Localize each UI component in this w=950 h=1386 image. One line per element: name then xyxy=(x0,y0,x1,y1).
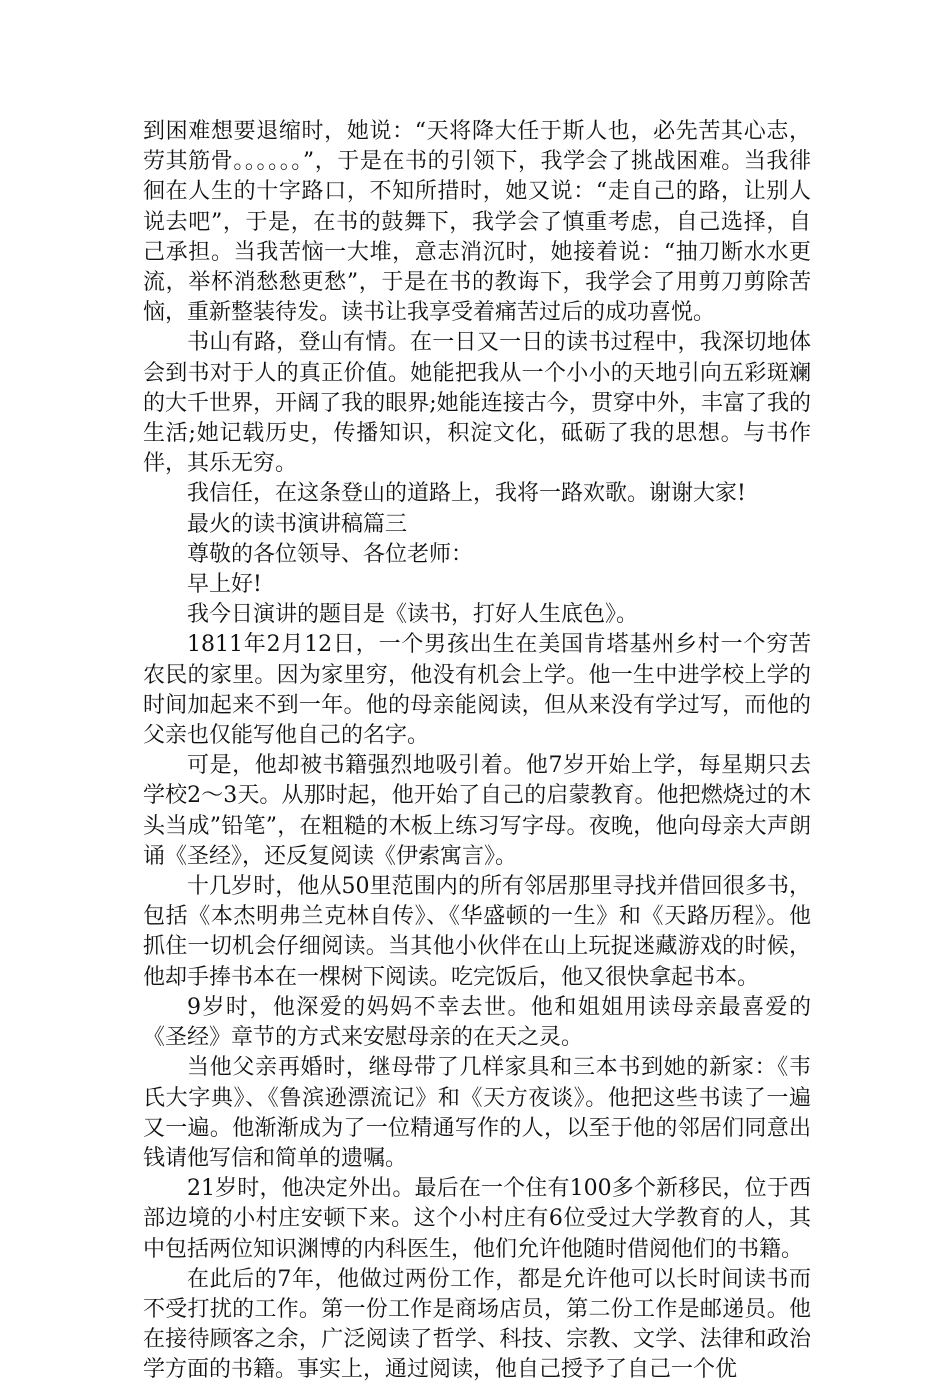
paragraph-mother-death: 9岁时，他深爱的妈妈不幸去世。他和姐姐用读母亲最喜爱的《圣经》章节的方式来安慰母亲的在天之灵。 xyxy=(143,994,811,1051)
paragraph-closing: 我信任，在这条登山的道路上，我将一路欢歌。谢谢大家! xyxy=(187,481,746,507)
paragraph-continuation: 到困难想要退缩时，她说：“天将降大任于斯人也，必先苦其心志，劳其筋骨。。。。。。”，于是在书的引领下，我学会了挑战困难。当我徘徊在人生的十字路口，不知所措时，她又说：“走自己的路，让别人说去吧”，于是，在书的鼓舞下，我学会了慎重考虑，自己选择，自己承担。当我苦恼一大堆，意志消沉时，她接着说：“抽刀断水水更流，举杯消愁愁更愁”，于是在书的教诲下，我学会了用剪刀剪除苦恼，重新整装待发。读书让我享受着痛苦过后的成功喜悦。 xyxy=(143,119,811,326)
paragraph-stepmother: 当他父亲再婚时，继母带了几样家具和三本书到她的新家：《韦氏大字典》、《鲁滨逊漂流记》和《天方夜谈》。他把这些书读了一遍又一遍。他渐渐成为了一位精通写作的人，以至于他的邻居们同意出钱请他写信和简单的遗嘱。 xyxy=(143,1055,811,1171)
document-page xyxy=(143,117,811,1386)
paragraph-book-mountain: 书山有路，登山有情。在一日又一日的读书过程中，我深切地体会到书对于人的真正价值。她能把我从一个小小的天地引向五彩斑斓的大千世界，开阔了我的眼界;她能连接古今，贯穿中外，丰富了我的生活;她记载历史，传播知识，积淀文化，砥砺了我的思想。与书作伴，其乐无穷。 xyxy=(143,330,811,477)
paragraph-seven-years: 在此后的7年，他做过两份工作，都是允许他可以长时间读书而不受打扰的工作。第一份工作是商场店员，第二份工作是邮递员。他在接待顾客之余，广泛阅读了哲学、科技、宗教、文学、法律和政治学方面的书籍。事实上，通过阅读，他自己授予了自己一个优 xyxy=(143,1266,811,1383)
speech-topic: 我今日演讲的题目是《读书，打好人生底色》。 xyxy=(187,602,639,628)
salutation: 尊敬的各位领导、各位老师： xyxy=(187,541,474,567)
greeting: 早上好! xyxy=(187,572,262,598)
paragraph-teen-years: 十几岁时，他从50里范围内的所有邻居那里寻找并借回很多书，包括《本杰明弗兰克林自传》、《华盛顿的一生》和《天路历程》。他抓住一切机会仔细阅读。当其他小伙伴在山上玩捉迷藏游戏的时候，他却手捧书本在一棵树下阅读。吃完饭后，他又很快拿起书本。 xyxy=(143,874,811,990)
paragraph-early-reading: 可是，他却被书籍强烈地吸引着。他7岁开始上学，每星期只去学校2～3天。从那时起，他开始了自己的启蒙教育。他把燃烧过的木头当成”铅笔”，在粗糙的木板上练习写字母。夜晚，他向母亲大声朗诵《圣经》，还反复阅读《伊索寓言》。 xyxy=(143,753,811,869)
section-heading: 最火的读书演讲稿篇三 xyxy=(187,511,408,537)
paragraph-birth: 1811年2月12日，一个男孩出生在美国肯塔基州乡村一个穷苦农民的家里。因为家里穷，他没有机会上学。他一生中进学校上学的时间加起来不到一年。他的母亲能阅读，但从来没有学过写，而他的父亲也仅能写他自己的名字。 xyxy=(143,632,811,749)
paragraph-age-21: 21岁时，他决定外出。最后在一个住有100多个新移民，位于西部边境的小村庄安顿下来。这个小村庄有6位受过大学教育的人，其中包括两位知识渊博的内科医生，他们允许他随时借阅他们的书籍。 xyxy=(143,1176,811,1262)
